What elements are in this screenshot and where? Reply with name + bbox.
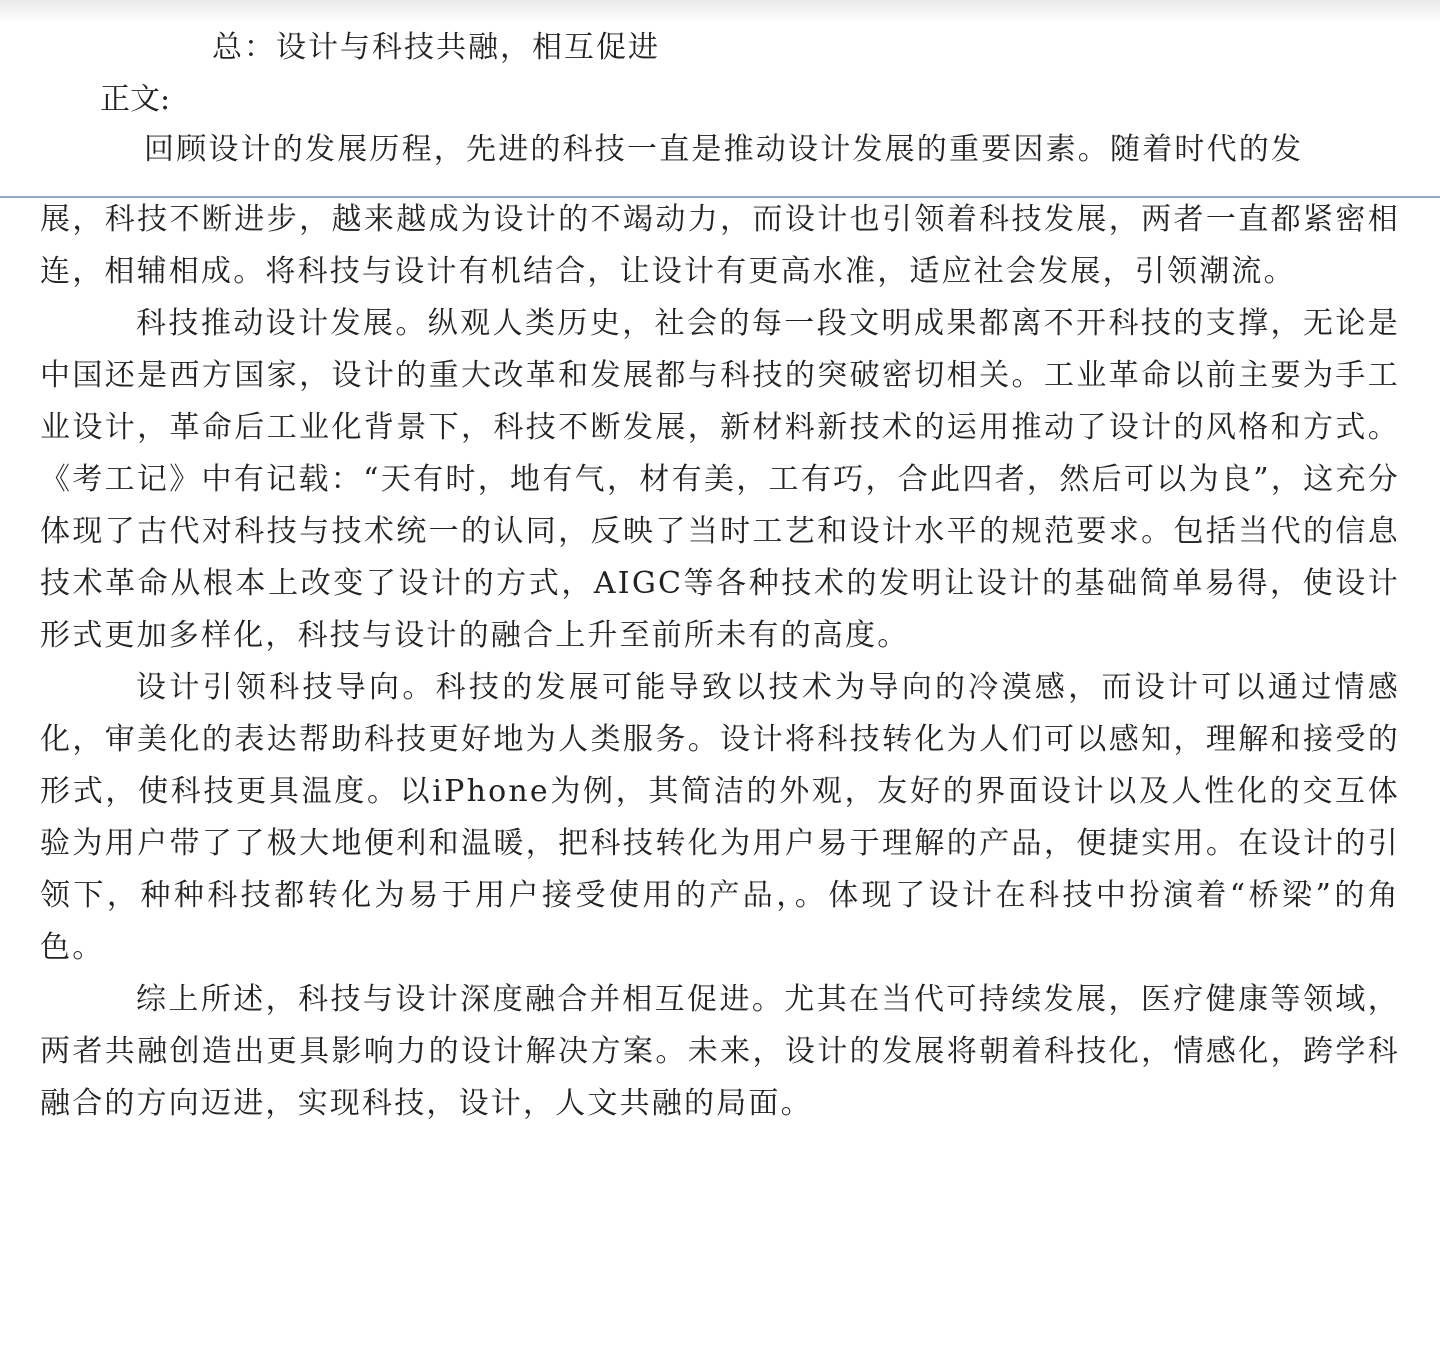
paragraph-2: 科技推动设计发展。纵观人类历史，社会的每一段文明成果都离不开科技的支撑，无论是中国还是西方国家，设计的重大改革和发展都与科技的突破密切相关。工业革命以前主要为手工业设计，革命后工业化背景下，科技不断发展，新材料新技术的运用推动了设计的风格和方式。《考工记》中有记载：“天有时，地有气，材有美，工有巧，合此四者，然后可以为良”，这充分体现了古代对科技与技术统一的认同，反映了当时工艺和设计水平的规范要求。包括当代的信息技术革命从根本上改变了设计的方式，AIGC等各种技术的发明让设计的基础简单易得，使设计形式更加多样化，科技与设计的融合上升至前所未有的高度。 [40,306,1400,653]
paragraph-3: 设计引领科技导向。科技的发展可能导致以技术为导向的冷漠感，而设计可以通过情感化，审美化的表达帮助科技更好地为人类服务。设计将科技转化为人们可以感知，理解和接受的形式，使科技更具温度。以iPhone为例，其简洁的外观，友好的界面设计以及人性化的交互体验为用户带了了极大地便利和温暖，把科技转化为用户易于理解的产品，便捷实用。在设计的引领下，种种科技都转化为易于用户接受使用的产品，。体现了设计在科技中扮演着“桥梁”的角色。 [40,670,1400,965]
top-edge-shadow [0,0,1440,22]
paragraph-1-first-line: 回顾设计的发展历程，先进的科技一直是推动设计发展的重要因素。随着时代的发 [144,132,1304,167]
document-body [40,194,1400,1130]
paragraph-4: 综上所述，科技与设计深度融合并相互促进。尤其在当代可持续发展，医疗健康等领域，两者共融创造出更具影响力的设计解决方案。未来，设计的发展将朝着科技化，情感化，跨学科融合的方向迈进，实现科技，设计，人文共融的局面。 [40,982,1400,1121]
body-label: 正文: [100,82,171,117]
paragraph-1-continued: 展，科技不断进步，越来越成为设计的不竭动力，而设计也引领着科技发展，两者一直都紧密相连，相辅相成。将科技与设计有机结合，让设计有更高水准，适应社会发展，引领潮流。 [40,202,1400,289]
summary-line: 总：设计与科技共融，相互促进 [212,30,660,65]
